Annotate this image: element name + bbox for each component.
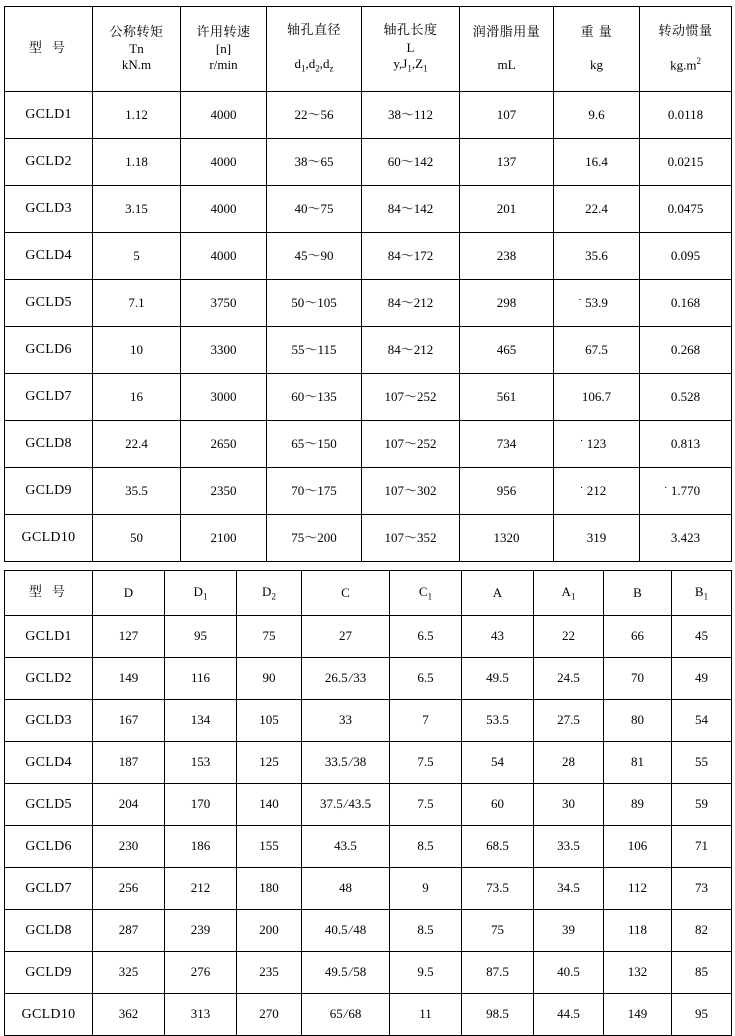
col-header-d1: $D_1$ [165,571,237,616]
cell-model: GCLD1 [5,616,93,658]
cell-d1: 116 [165,658,237,700]
cell-c: 43.5 [302,826,390,868]
cell-model: GCLD10 [5,515,93,562]
cell-d2: 155 [237,826,302,868]
cell-c: 33.5/38 [302,742,390,784]
cell-moment-of-inertia: 0.0118 [640,92,732,139]
table-row [5,233,732,280]
cell-bore-length: 107～252 [362,374,460,421]
cell-bore-diameter: 75～200 [267,515,362,562]
cell-d2: 90 [237,658,302,700]
cell-b1: 54 [672,700,732,742]
cell-a: 68.5 [462,826,534,868]
cell-nominal-torque: 5 [93,233,181,280]
cell-model: GCLD8 [5,910,93,952]
cell-moment-of-inertia: 0.528 [640,374,732,421]
cell-weight: 319 [554,515,640,562]
cell-model: GCLD1 [5,92,93,139]
cell-c1: 8.5 [390,826,462,868]
cell-d1: 95 [165,616,237,658]
cell-c1: 7 [390,700,462,742]
cell-moment-of-inertia: · 1.770 [640,468,732,515]
cell-model: GCLD6 [5,327,93,374]
cell-model: GCLD7 [5,374,93,421]
cell-c: 48 [302,868,390,910]
cell-c1: 11 [390,994,462,1036]
cell-c: 49.5/58 [302,952,390,994]
cell-bore-diameter: 45～90 [267,233,362,280]
table-row [5,910,732,952]
cell-model: GCLD5 [5,280,93,327]
cell-bore-diameter: 50～105 [267,280,362,327]
specification-table-torque [4,6,732,562]
cell-c1: 6.5 [390,658,462,700]
cell-c1: 7.5 [390,742,462,784]
col-header-bore-diameter: 轴孔直径 $d_1,d_2,d_z$ [267,7,362,92]
cell-allowable-speed: 2650 [181,421,267,468]
cell-c1: 9 [390,868,462,910]
cell-a: 87.5 [462,952,534,994]
cell-d2: 180 [237,868,302,910]
cell-d2: 270 [237,994,302,1036]
cell-b1: 59 [672,784,732,826]
cell-weight: 67.5 [554,327,640,374]
cell-nominal-torque: 10 [93,327,181,374]
cell-b: 66 [604,616,672,658]
cell-d2: 235 [237,952,302,994]
table-row [5,468,732,515]
cell-grease-volume: 561 [460,374,554,421]
cell-b: 89 [604,784,672,826]
cell-bore-length: 84～212 [362,327,460,374]
table-row [5,186,732,233]
cell-bore-diameter: 60～135 [267,374,362,421]
table-row [5,139,732,186]
cell-d1: 134 [165,700,237,742]
cell-b: 149 [604,994,672,1036]
cell-grease-volume: 465 [460,327,554,374]
cell-c: 27 [302,616,390,658]
cell-bore-length: 107～302 [362,468,460,515]
cell-d1: 153 [165,742,237,784]
cell-model: GCLD2 [5,658,93,700]
col-header-model: 型 号 [5,7,93,92]
cell-c: 37.5/43.5 [302,784,390,826]
cell-allowable-speed: 2350 [181,468,267,515]
table-row [5,868,732,910]
col-header-allowable-speed: 许用转速 [n] r/min [181,7,267,92]
cell-weight: 106.7 [554,374,640,421]
cell-weight: 16.4 [554,139,640,186]
cell-b: 81 [604,742,672,784]
cell-a: 54 [462,742,534,784]
cell-d1: 186 [165,826,237,868]
cell-nominal-torque: 50 [93,515,181,562]
cell-d: 167 [93,700,165,742]
cell-a: 73.5 [462,868,534,910]
cell-b1: 95 [672,994,732,1036]
cell-d: 256 [93,868,165,910]
cell-a: 53.5 [462,700,534,742]
table-row [5,742,732,784]
cell-allowable-speed: 3300 [181,327,267,374]
cell-b: 132 [604,952,672,994]
cell-c1: 6.5 [390,616,462,658]
cell-c: 65/68 [302,994,390,1036]
cell-c: 40.5/48 [302,910,390,952]
cell-b1: 73 [672,868,732,910]
cell-moment-of-inertia: 0.168 [640,280,732,327]
cell-bore-length: 38～112 [362,92,460,139]
cell-model: GCLD7 [5,868,93,910]
cell-moment-of-inertia: 0.095 [640,233,732,280]
table-row [5,327,732,374]
col-header-moment-of-inertia: 转动惯量 $kg.m^2$ [640,7,732,92]
col-header-a: A [462,571,534,616]
cell-a: 49.5 [462,658,534,700]
col-header-b: B [604,571,672,616]
cell-allowable-speed: 4000 [181,139,267,186]
cell-d: 325 [93,952,165,994]
cell-model: GCLD6 [5,826,93,868]
cell-model: GCLD5 [5,784,93,826]
cell-grease-volume: 137 [460,139,554,186]
cell-b: 106 [604,826,672,868]
cell-moment-of-inertia: 0.0215 [640,139,732,186]
table-row [5,952,732,994]
col-header-a1: $A_1$ [534,571,604,616]
cell-a1: 24.5 [534,658,604,700]
cell-a1: 40.5 [534,952,604,994]
cell-d1: 276 [165,952,237,994]
cell-allowable-speed: 3750 [181,280,267,327]
table-body-torque [5,92,732,562]
cell-c1: 8.5 [390,910,462,952]
table-header-row [5,7,732,92]
cell-d2: 125 [237,742,302,784]
cell-bore-length: 107～252 [362,421,460,468]
cell-a1: 39 [534,910,604,952]
cell-model: GCLD4 [5,233,93,280]
cell-a1: 30 [534,784,604,826]
cell-b: 118 [604,910,672,952]
cell-d1: 212 [165,868,237,910]
cell-bore-length: 84～212 [362,280,460,327]
col-header-nominal-torque: 公称转矩 Tn kN.m [93,7,181,92]
cell-model: GCLD4 [5,742,93,784]
col-header-d2: $D_2$ [237,571,302,616]
cell-d: 230 [93,826,165,868]
cell-model: GCLD9 [5,468,93,515]
cell-d1: 239 [165,910,237,952]
table-row [5,784,732,826]
cell-a1: 28 [534,742,604,784]
cell-allowable-speed: 4000 [181,186,267,233]
cell-allowable-speed: 4000 [181,233,267,280]
col-header-weight: 重 量 kg [554,7,640,92]
cell-bore-diameter: 55～115 [267,327,362,374]
cell-d: 187 [93,742,165,784]
cell-a1: 22 [534,616,604,658]
cell-a1: 33.5 [534,826,604,868]
table-separator [4,562,731,570]
col-header-c: C [302,571,390,616]
cell-grease-volume: 201 [460,186,554,233]
cell-d1: 313 [165,994,237,1036]
col-header-bore-length: 轴孔长度 L $y,J_1,Z_1$ [362,7,460,92]
cell-c1: 7.5 [390,784,462,826]
cell-bore-length: 84～142 [362,186,460,233]
cell-d: 204 [93,784,165,826]
table-row [5,658,732,700]
cell-d2: 140 [237,784,302,826]
cell-nominal-torque: 1.12 [93,92,181,139]
table-row [5,515,732,562]
cell-model: GCLD9 [5,952,93,994]
cell-grease-volume: 734 [460,421,554,468]
cell-d2: 105 [237,700,302,742]
cell-a1: 44.5 [534,994,604,1036]
cell-d: 149 [93,658,165,700]
cell-model: GCLD3 [5,700,93,742]
cell-c1: 9.5 [390,952,462,994]
cell-b1: 85 [672,952,732,994]
cell-b1: 49 [672,658,732,700]
cell-d2: 75 [237,616,302,658]
table-row [5,700,732,742]
table-header-row [5,571,732,616]
col-header-d: D [93,571,165,616]
cell-bore-diameter: 38～65 [267,139,362,186]
cell-a: 75 [462,910,534,952]
table-row [5,280,732,327]
cell-d: 287 [93,910,165,952]
cell-moment-of-inertia: 0.268 [640,327,732,374]
cell-weight: 22.4 [554,186,640,233]
cell-nominal-torque: 3.15 [93,186,181,233]
cell-model: GCLD10 [5,994,93,1036]
cell-grease-volume: 238 [460,233,554,280]
cell-grease-volume: 107 [460,92,554,139]
table-row [5,826,732,868]
cell-nominal-torque: 7.1 [93,280,181,327]
cell-nominal-torque: 1.18 [93,139,181,186]
cell-grease-volume: 956 [460,468,554,515]
cell-b1: 55 [672,742,732,784]
cell-b: 112 [604,868,672,910]
cell-bore-length: 84～172 [362,233,460,280]
cell-bore-diameter: 22～56 [267,92,362,139]
col-header-grease-volume: 润滑脂用量 mL [460,7,554,92]
table-row [5,374,732,421]
cell-model: GCLD8 [5,421,93,468]
cell-bore-diameter: 70～175 [267,468,362,515]
cell-allowable-speed: 2100 [181,515,267,562]
cell-grease-volume: 298 [460,280,554,327]
cell-a: 60 [462,784,534,826]
cell-a1: 27.5 [534,700,604,742]
cell-weight: 9.6 [554,92,640,139]
cell-c: 26.5/33 [302,658,390,700]
cell-moment-of-inertia: 0.0475 [640,186,732,233]
cell-a: 43 [462,616,534,658]
cell-b: 70 [604,658,672,700]
cell-allowable-speed: 3000 [181,374,267,421]
cell-b1: 45 [672,616,732,658]
cell-c: 33 [302,700,390,742]
cell-bore-diameter: 65～150 [267,421,362,468]
cell-nominal-torque: 22.4 [93,421,181,468]
cell-bore-diameter: 40～75 [267,186,362,233]
col-header-c1: $C_1$ [390,571,462,616]
table-row [5,421,732,468]
cell-weight: · 212 [554,468,640,515]
cell-grease-volume: 1320 [460,515,554,562]
cell-b1: 82 [672,910,732,952]
cell-moment-of-inertia: 0.813 [640,421,732,468]
cell-d: 127 [93,616,165,658]
cell-d1: 170 [165,784,237,826]
cell-a1: 34.5 [534,868,604,910]
cell-model: GCLD2 [5,139,93,186]
cell-a: 98.5 [462,994,534,1036]
cell-weight: · 123 [554,421,640,468]
cell-nominal-torque: 35.5 [93,468,181,515]
cell-b: 80 [604,700,672,742]
col-header-model: 型 号 [5,571,93,616]
cell-b1: 71 [672,826,732,868]
col-header-b1: $B_1$ [672,571,732,616]
cell-weight: · 53.9 [554,280,640,327]
cell-moment-of-inertia: 3.423 [640,515,732,562]
table-row [5,92,732,139]
cell-d: 362 [93,994,165,1036]
cell-allowable-speed: 4000 [181,92,267,139]
cell-bore-length: 107～352 [362,515,460,562]
cell-nominal-torque: 16 [93,374,181,421]
specification-table-dimensions [4,570,732,1036]
table-body-dimensions [5,616,732,1036]
cell-d2: 200 [237,910,302,952]
cell-bore-length: 60～142 [362,139,460,186]
table-row [5,994,732,1036]
table-row [5,616,732,658]
cell-model: GCLD3 [5,186,93,233]
cell-weight: 35.6 [554,233,640,280]
